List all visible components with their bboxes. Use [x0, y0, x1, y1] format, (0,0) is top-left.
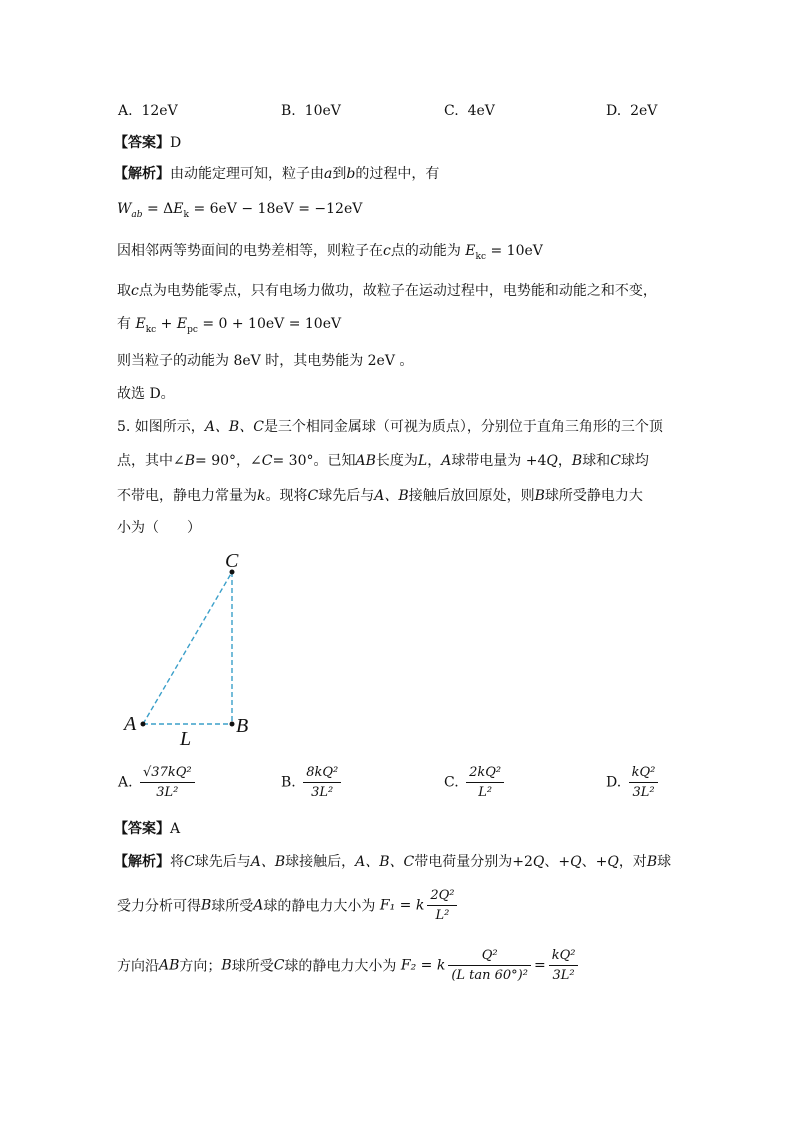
q4-option-a: A. 12eV: [118, 103, 178, 119]
label-c: C: [225, 550, 239, 572]
q5-option-a: A. $\frac{\text{√37kQ²}}{\text{3L²}}$: [118, 765, 198, 800]
q4-solution-line3: 因相邻两等势面间的电势差相等，则粒子在c点的动能为 $E_{kc} = 10eV$: [117, 243, 543, 262]
q4-solution-line4: 取c点为电势能零点，只有电场力做功，故粒子在运动过程中，电势能和动能之和不变，: [117, 283, 657, 299]
q5-solution-line3: 方向沿AB方向；B球所受C球的静电力大小为 F₂ = k $\frac{\text{Q²}}{\text{(L tan 60°)²}}$ = $\frac{\text{kQ²}}{\text{3L²}}$: [117, 948, 581, 983]
q4-solution-line1: 【解析】由动能定理可知，粒子由a到b的过程中，有: [114, 166, 440, 182]
q5-option-b: B. $\frac{\text{8kQ²}}{\text{3L²}}$: [281, 765, 344, 800]
q5-stem-line3: 不带电，静电力常量为k。现将C球先后与A、B接触后放回原处，则B球所受静电力大: [117, 488, 643, 504]
q4-option-b: B. 10eV: [281, 103, 341, 119]
q5-solution-line2: 受力分析可得B球所受A球的静电力大小为 F₁ = k $\frac{\text{2Q²}}{\text{L²}}$: [117, 888, 460, 923]
q5-option-d: D. $\frac{\text{kQ²}}{\text{3L²}}$: [606, 765, 661, 800]
point-a: [141, 722, 146, 727]
q4-equation-work: $W_{ab} = \Delta E_k = 6eV - 18eV = -12eV$: [117, 201, 363, 220]
q4-answer: 【答案】D: [114, 135, 182, 151]
hypotenuse-ac: [143, 572, 232, 724]
q5-solution-line1: 【解析】将C球先后与A、B球接触后，A、B、C带电荷量分别为+2Q、+Q、+Q，对B球: [114, 854, 672, 870]
q5-answer: 【答案】A: [114, 821, 181, 837]
q5-option-c: C. $\frac{\text{2kQ²}}{\text{L²}}$: [444, 765, 507, 800]
q5-stem-line4: 小为（ ）: [117, 520, 201, 536]
label-a: A: [124, 713, 137, 735]
label-b: B: [236, 715, 249, 737]
q4-option-c: C. 4eV: [444, 103, 495, 119]
q5-stem-line2: 点，其中∠B= 90°，∠C= 30°。已知AB长度为L，A球带电量为 +4Q，B球和C球均: [117, 453, 649, 469]
q4-option-d: D. 2eV: [606, 103, 658, 119]
q4-solution-line6: 则当粒子的动能为 8eV 时，其电势能为 2eV 。: [117, 353, 414, 369]
q4-equation-energy: 有 $E_{kc} + E_{pc} = 0 + 10eV = 10eV$: [117, 316, 342, 335]
triangle-figure: [115, 545, 265, 750]
q4-solution-line7: 故选 D。: [117, 386, 175, 402]
q5-stem-line1: 5. 如图所示，A、B、C是三个相同金属球（可视为质点），分别位于直角三角形的三个顶: [117, 419, 663, 435]
point-b: [230, 722, 235, 727]
label-l: L: [180, 728, 192, 750]
